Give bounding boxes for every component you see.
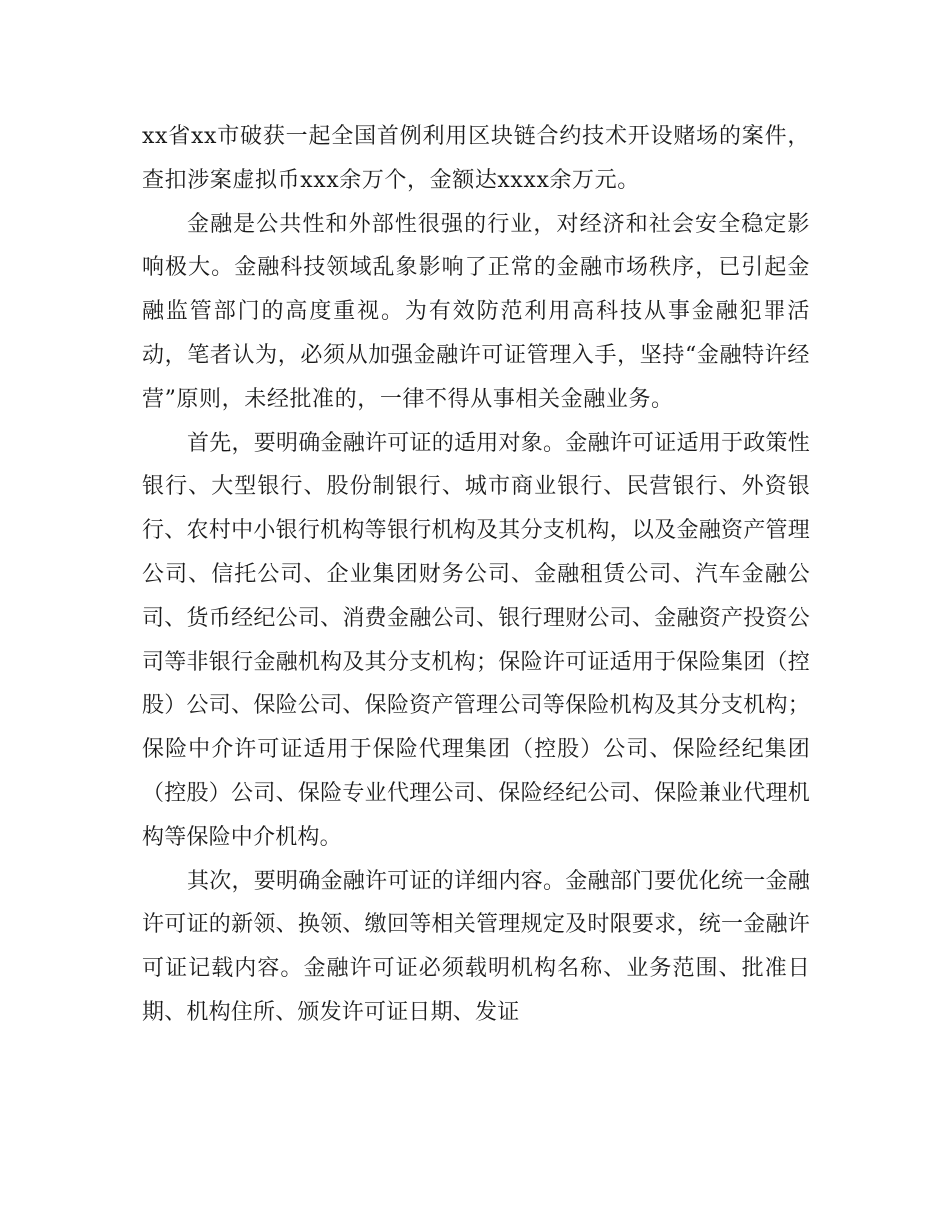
paragraph-case-report: xx省xx市破获一起全国首例利用区块链合约技术开设赌场的案件，查扣涉案虚拟币xxx余万个，金额达xxxx余万元。: [142, 124, 810, 193]
paragraph-finance-regulation: 金融是公共性和外部性很强的行业，对经济和社会安全稳定影响极大。金融科技领域乱象影响了正常的金融市场秩序，已引起金融监管部门的高度重视。为有效防范利用高科技从事金融犯罪活动，笔者认为，必须从加强金融许可证管理入手，坚持“金融特许经营”原则，未经批准的，一律不得从事相关金融业务。: [142, 211, 810, 412]
paragraph-license-content: 其次，要明确金融许可证的详细内容。金融部门要优化统一金融许可证的新领、换领、缴回等相关管理规定及时限要求，统一金融许可证记载内容。金融许可证必须载明机构名称、业务范围、批准日期、机构住所、颁发许可证日期、发证: [142, 868, 810, 1025]
paragraph-license-scope: 首先，要明确金融许可证的适用对象。金融许可证适用于政策性银行、大型银行、股份制银行、城市商业银行、民营银行、外资银行、农村中小银行机构等银行机构及其分支机构，以及金融资产管理公司、信托公司、企业集团财务公司、金融租赁公司、汽车金融公司、货币经纪公司、消费金融公司、银行理财公司、金融资产投资公司等非银行金融机构及其分支机构；保险许可证适用于保险集团（控股）公司、保险公司、保险资产管理公司等保险机构及其分支机构；保险中介许可证适用于保险代理集团（控股）公司、保险经纪集团（控股）公司、保险专业代理公司、保险经纪公司、保险兼业代理机构等保险中介机构。: [142, 430, 810, 850]
document-body: [142, 115, 810, 1035]
